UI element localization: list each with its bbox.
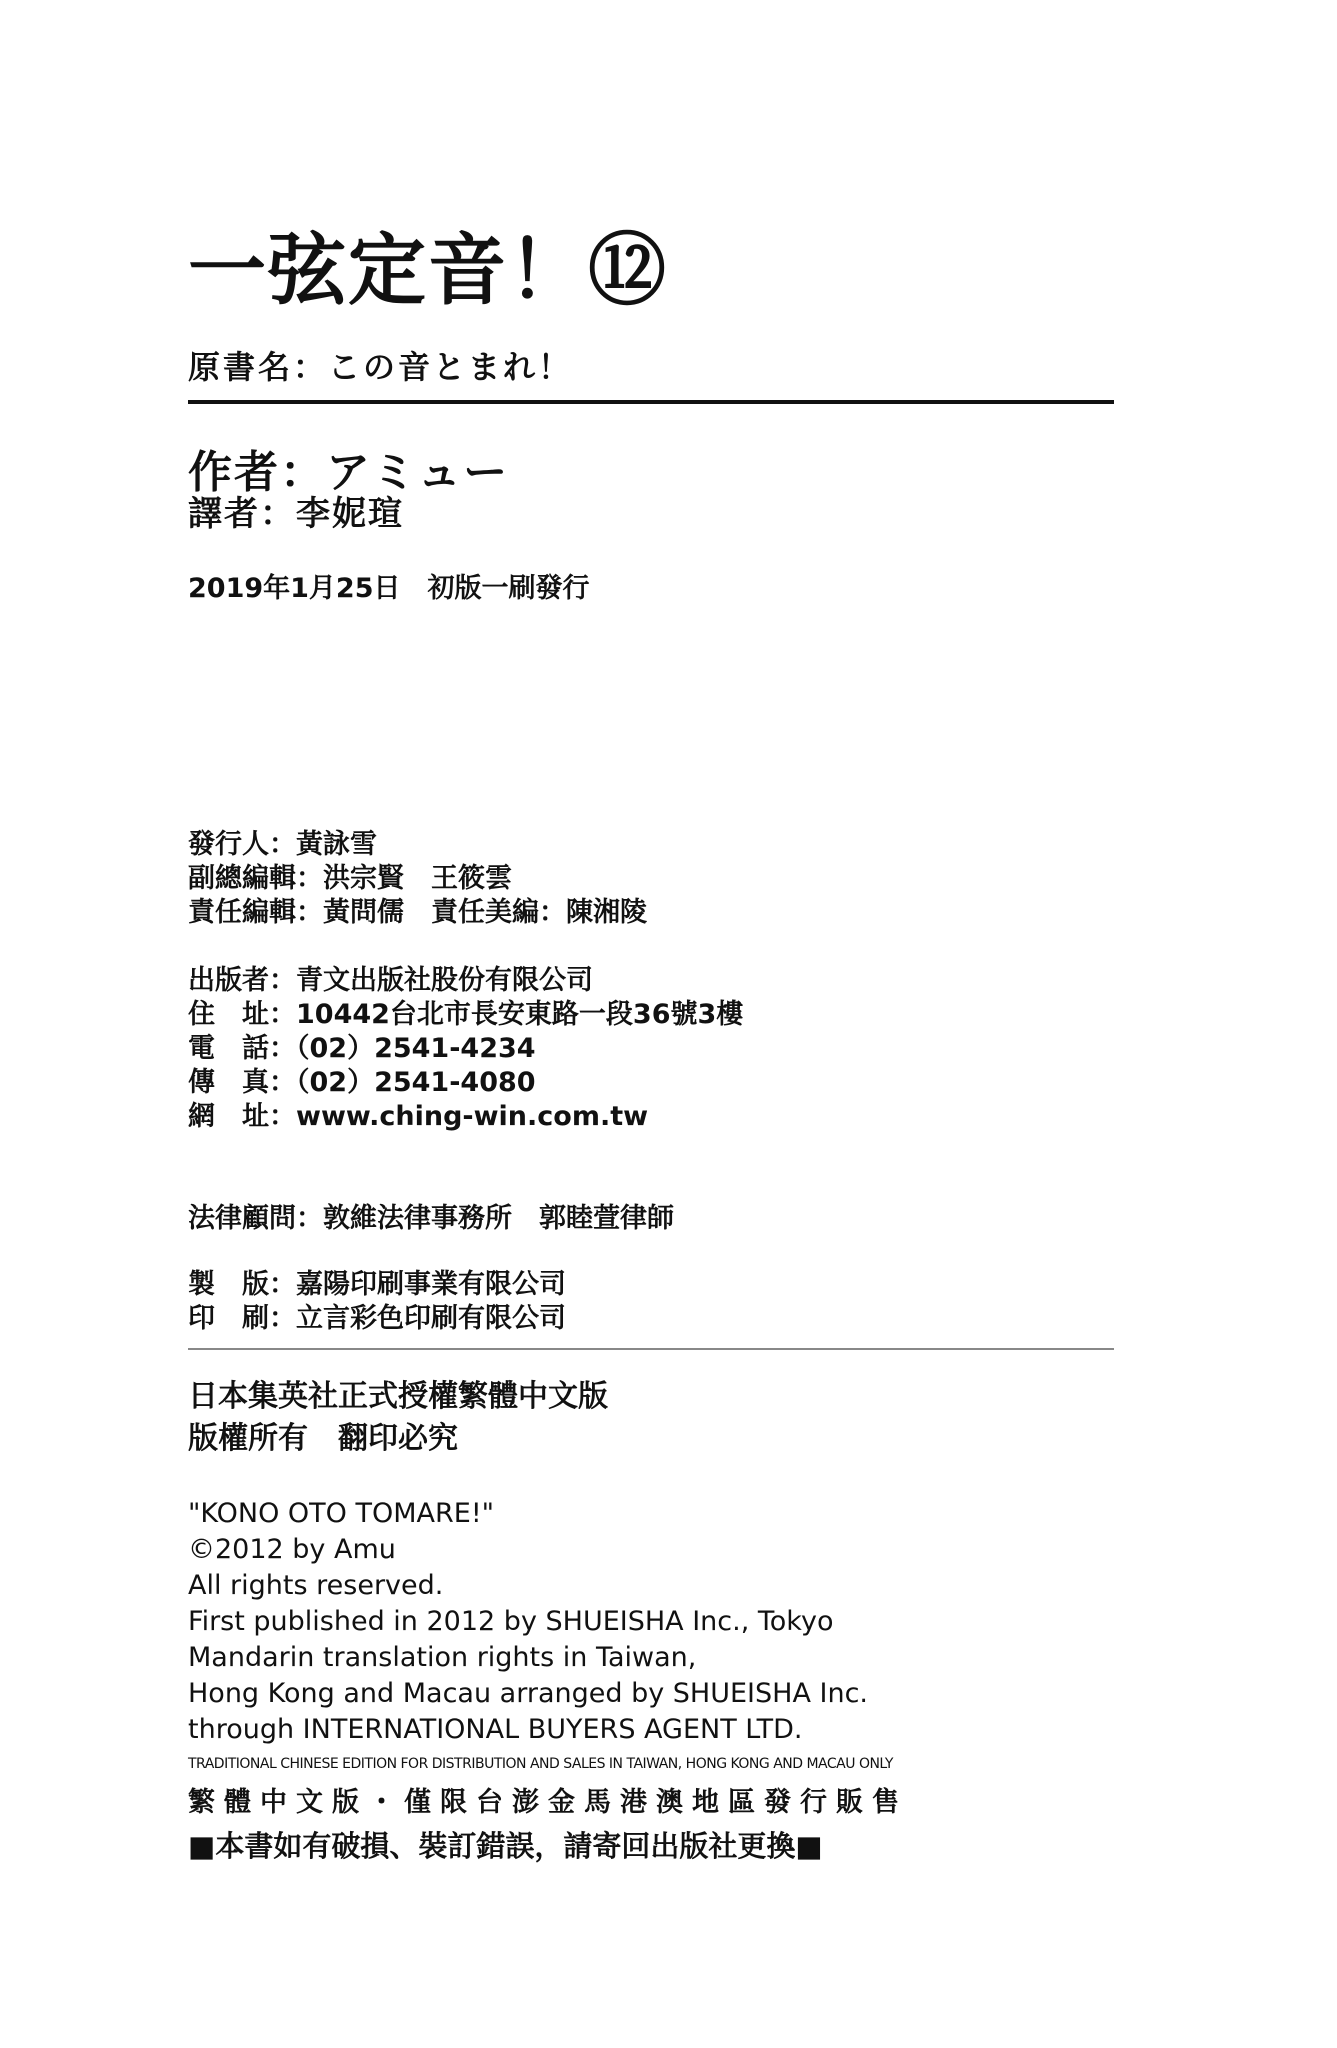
copyright-line: First published in 2012 by SHUEISHA Inc., Tokyo [188, 1606, 834, 1637]
publisher-line: 出版者：青文出版社股份有限公司 [188, 965, 593, 996]
replacement-notice: ■本書如有破損、裝訂錯誤，請寄回出版社更換■ [188, 1829, 823, 1863]
first-edition-date: 2019年1月25日 初版一刷發行 [188, 573, 590, 604]
author-credit: 作者：アミュー [188, 447, 510, 498]
website-line: 網 址：www.ching-win.com.tw [188, 1101, 649, 1132]
rights-line: 版權所有 翻印必究 [188, 1421, 458, 1456]
production-credits [188, 1268, 566, 1336]
copyright-line: All rights reserved. [188, 1570, 444, 1601]
publisher-info [188, 964, 743, 1134]
legal-counsel: 法律顧問：敦維法律事務所 郭睦萱律師 [188, 1203, 674, 1234]
distribution-chinese: 繁體中文版・僅限台澎金馬港澳地區發行販售 [188, 1787, 908, 1818]
staff-line: 發行人：黃詠雪 [188, 829, 377, 860]
distribution-english: TRADITIONAL CHINESE EDITION FOR DISTRIBUTION AND SALES IN TAIWAN, HONG KONG AND MACAU ONLY [188, 1756, 893, 1772]
plate-making-line: 製 版：嘉陽印刷事業有限公司 [188, 1269, 566, 1300]
printing-line: 印 刷：立言彩色印刷有限公司 [188, 1303, 566, 1334]
english-copyright [188, 1496, 868, 1748]
staff-line: 責任編輯：黃問儒 責任美編：陳湘陵 [188, 897, 647, 928]
copyright-line: through INTERNATIONAL BUYERS AGENT LTD. [188, 1714, 803, 1745]
authorization-statement [188, 1376, 608, 1460]
book-title: 一弦定音！⑫ [188, 226, 669, 316]
staff-line: 副總編輯：洪宗賢 王筱雲 [188, 863, 512, 894]
fax-line: 傳 真：（02）2541-4080 [188, 1067, 536, 1098]
authorization-line: 日本集英社正式授權繁體中文版 [188, 1379, 608, 1414]
copyright-line: ©2012 by Amu [188, 1534, 396, 1565]
phone-line: 電 話：（02）2541-4234 [188, 1033, 536, 1064]
production-divider [188, 1348, 1114, 1350]
title-divider [188, 400, 1114, 404]
copyright-line: "KONO OTO TOMARE!" [188, 1498, 495, 1529]
translator-credit: 譯者：李妮瑄 [188, 494, 404, 534]
staff-credits [188, 828, 647, 930]
original-title: 原書名：この音とまれ！ [188, 348, 574, 386]
copyright-line: Hong Kong and Macau arranged by SHUEISHA Inc. [188, 1678, 868, 1709]
copyright-line: Mandarin translation rights in Taiwan, [188, 1642, 697, 1673]
address-line: 住 址：10442台北市長安東路一段36號3樓 [188, 999, 744, 1030]
